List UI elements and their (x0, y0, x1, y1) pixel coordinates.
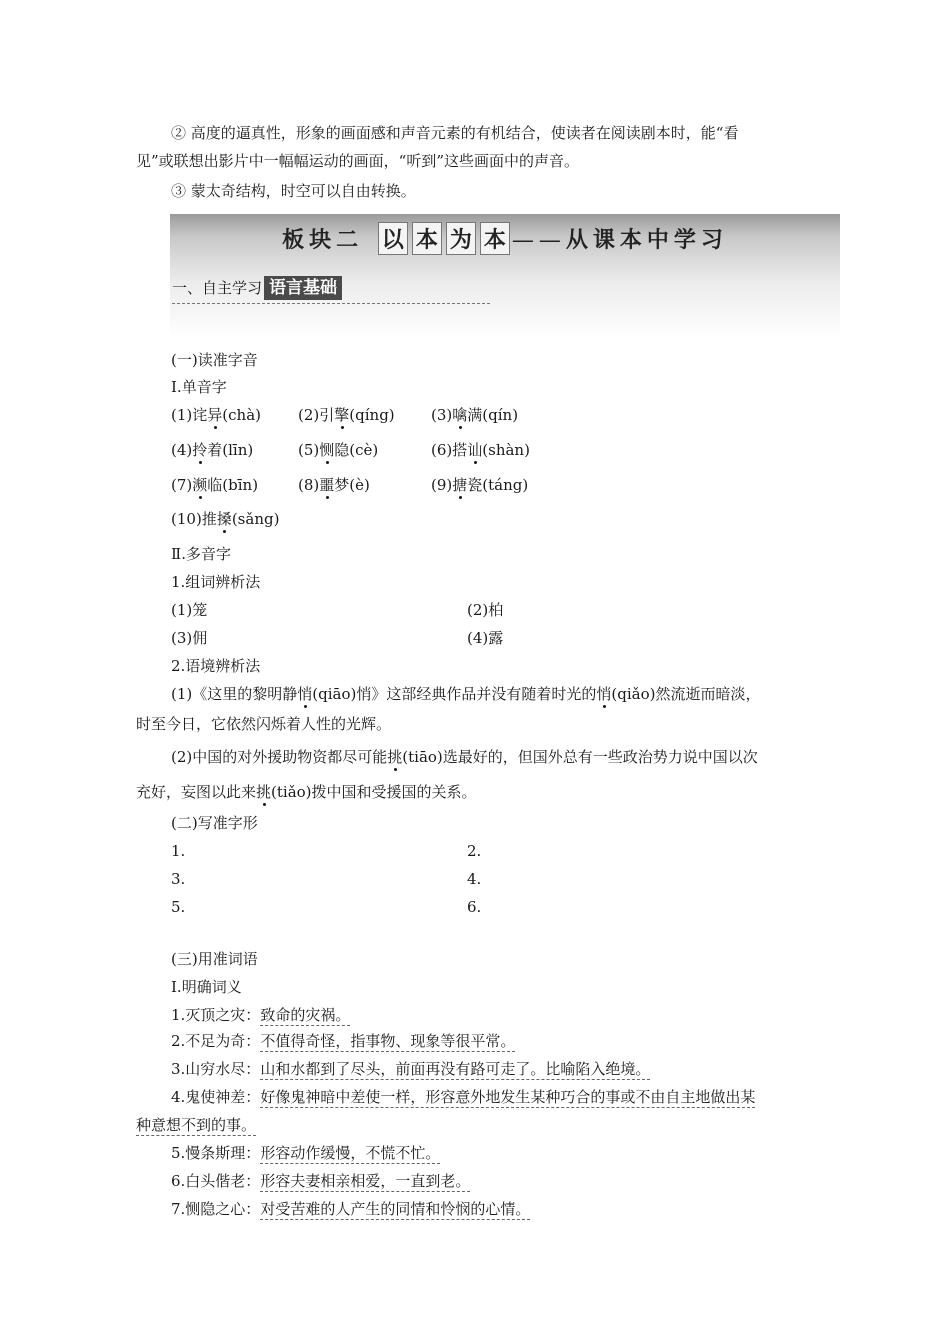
word-definition-item: 1.灭顶之灾：致命的灾祸。 (171, 1006, 351, 1024)
section-label-text: 一、自主学习 (172, 279, 263, 297)
writing-item: 6. (467, 898, 482, 916)
writing-item: 4. (467, 870, 482, 888)
pronunciation-heading: (一)读准字音 (171, 351, 258, 369)
poly-item: (3)佣 (171, 629, 208, 647)
single-sound-item: (1)诧异(chà) (171, 406, 261, 424)
method-heading: 1.组词辨析法 (171, 573, 261, 591)
poly-sound-heading: Ⅱ.多音字 (171, 545, 231, 563)
word-definition-item-cont: 种意想不到的事。 (136, 1116, 257, 1134)
single-sound-item: (3)噙满(qín) (431, 406, 519, 424)
single-sound-item: (4)拎着(līn) (171, 441, 254, 459)
single-sound-item: (6)搭讪(shàn) (431, 441, 530, 459)
single-sound-item: (9)搪瓷(táng) (431, 476, 529, 494)
banner-boxed-char: 以 (378, 222, 408, 255)
writing-item: 5. (171, 898, 186, 916)
word-definition-item: 7.恻隐之心：对受苦难的人产生的同情和怜悯的心情。 (171, 1200, 531, 1218)
banner-prefix: 板块二 (282, 227, 364, 253)
intro-line-2: 见”或联想出影片中一幅幅运动的画面，“听到”这些画面中的声音。 (136, 152, 580, 170)
banner-boxed-char: 本 (480, 222, 510, 255)
writing-item: 2. (467, 842, 482, 860)
word-definition-item: 2.不足为奇：不值得奇怪，指事物、现象等很平常。 (171, 1032, 516, 1050)
banner-title (170, 222, 840, 255)
poly-item: (4)露 (467, 629, 504, 647)
section-badge: 语言基础 (264, 276, 342, 300)
banner-dashed-rule (172, 303, 490, 304)
context-sentence-2-cont: 充好，妄图以此来挑(tiǎo)拨中国和受援国的关系。 (136, 783, 477, 801)
word-definition-item: 5.慢条斯理：形容动作缓慢，不慌不忙。 (171, 1144, 441, 1162)
poly-item: (2)柏 (467, 601, 504, 619)
word-definition-item: 3.山穷水尽：山和水都到了尽头，前面再没有路可走了。比喻陷入绝境。 (171, 1060, 651, 1078)
single-sound-heading: Ⅰ.单音字 (171, 378, 227, 396)
banner-boxed-text (376, 227, 512, 253)
section-banner (170, 214, 840, 338)
context-sentence-1-cont: 时至今日，它依然闪烁着人性的光辉。 (136, 715, 392, 733)
context-sentence-1: (1)《这里的黎明静悄(qiāo)悄》这部经典作品并没有随着时光的悄(qiǎo)然流逝而暗淡， (171, 685, 761, 703)
banner-suffix: 从课本中学习 (565, 227, 728, 253)
single-sound-item: (10)推搡(sǎng) (171, 510, 280, 528)
word-definition-item: 4.鬼使神差：好像鬼神暗中差使一样，形容意外地发生某种巧合的事或不由自主地做出某 (171, 1088, 756, 1106)
words-subheading: Ⅰ.明确词义 (171, 978, 242, 996)
banner-boxed-char: 本 (412, 222, 442, 255)
banner-dash: —— (511, 228, 566, 253)
intro-line-1: ② 高度的逼真性，形象的画面感和声音元素的有机结合，使读者在阅读剧本时，能“看 (171, 124, 739, 142)
writing-item: 1. (171, 842, 186, 860)
writing-heading: (二)写准字形 (171, 814, 258, 832)
banner-boxed-char: 为 (446, 222, 476, 255)
word-definition-item: 6.白头偕老：形容夫妻相亲相爱，一直到老。 (171, 1172, 471, 1190)
single-sound-item: (7)濒临(bīn) (171, 476, 259, 494)
poly-item: (1)笼 (171, 601, 208, 619)
single-sound-item: (2)引擎(qíng) (298, 406, 395, 424)
single-sound-item: (5)恻隐(cè) (298, 441, 379, 459)
writing-item: 3. (171, 870, 186, 888)
intro-line-3: ③ 蒙太奇结构，时空可以自由转换。 (171, 182, 416, 200)
section-label (172, 276, 342, 300)
context-sentence-2: (2)中国的对外援助物资都尽可能挑(tiāo)选最好的，但国外总有一些政治势力说中国以次 (171, 748, 758, 766)
words-heading: (三)用准词语 (171, 950, 258, 968)
method-heading: 2.语境辨析法 (171, 657, 261, 675)
single-sound-item: (8)噩梦(è) (298, 476, 370, 494)
